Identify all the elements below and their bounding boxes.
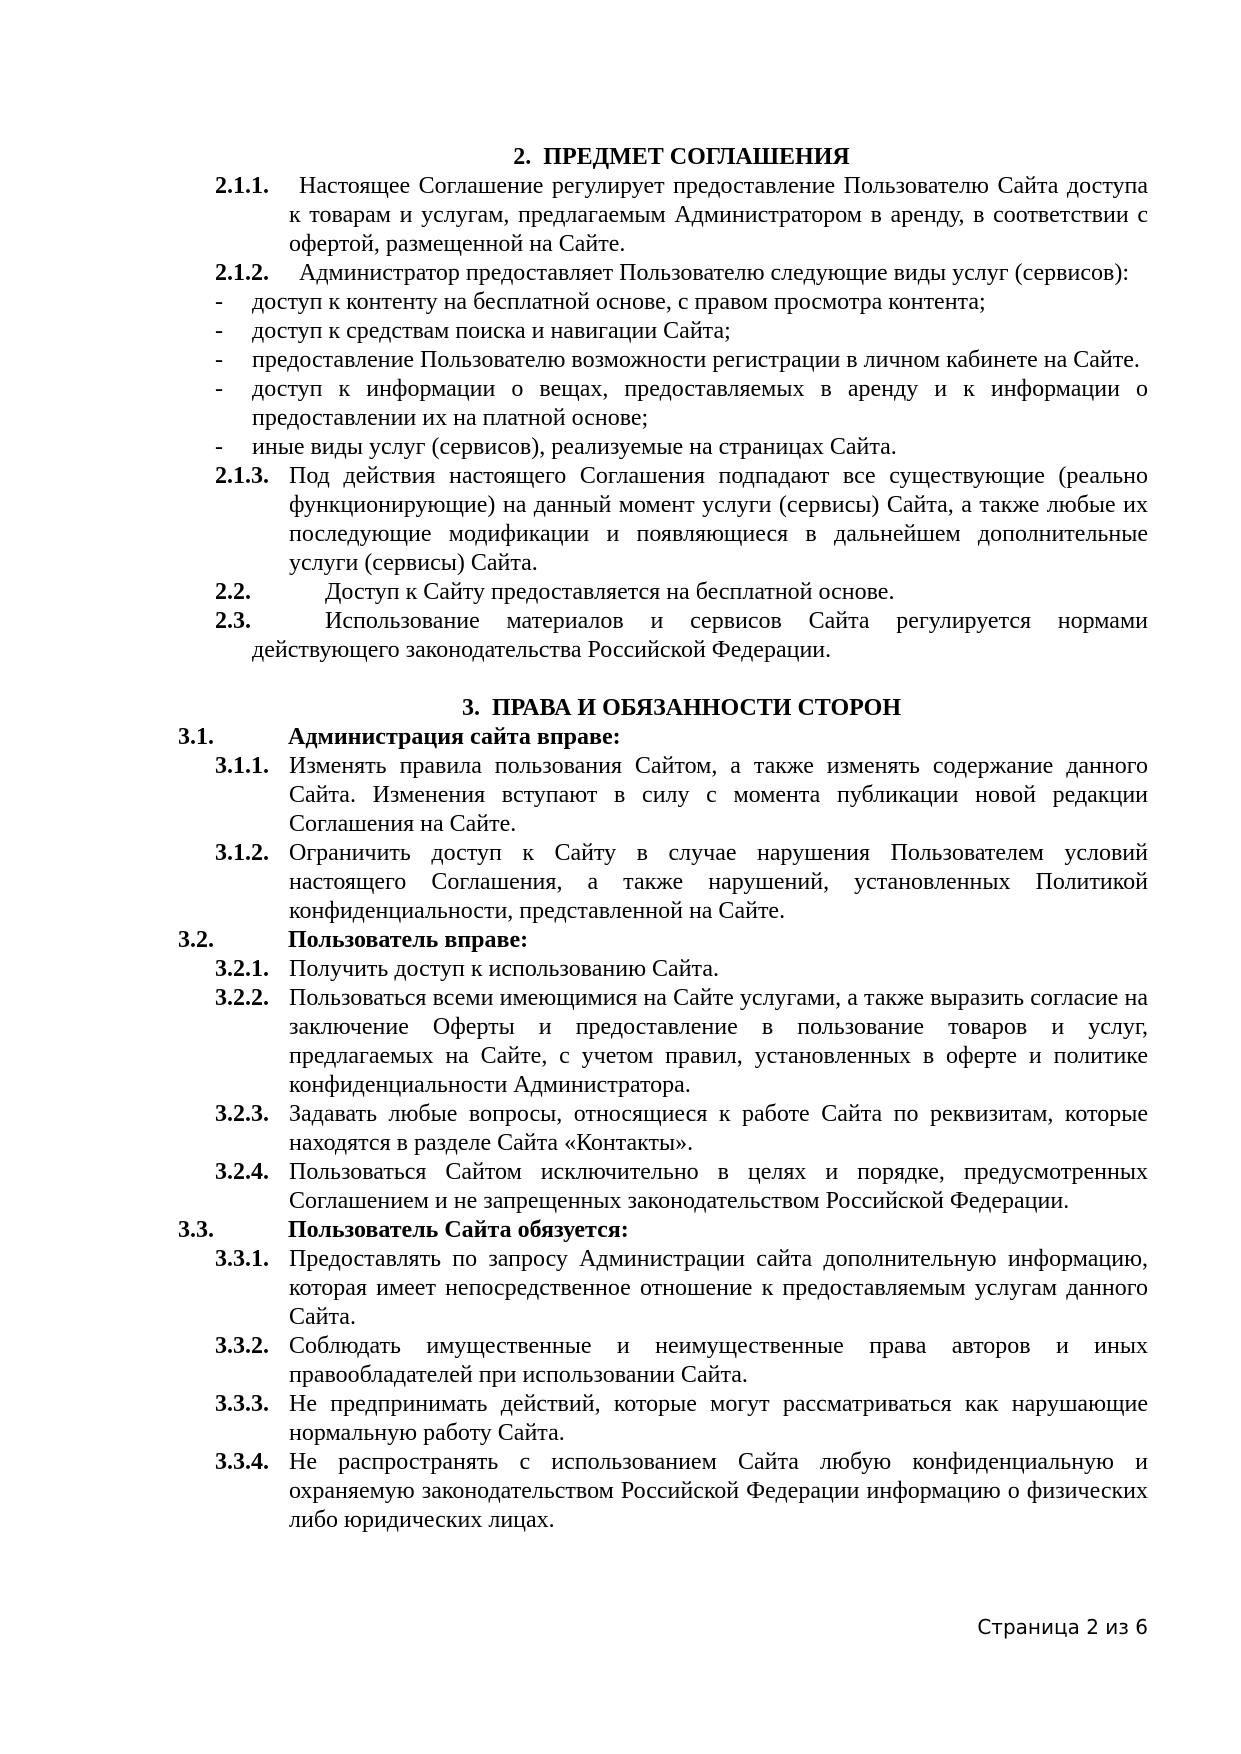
section-2-number: 2. <box>513 144 532 170</box>
clause-3-1-1 <box>215 752 1148 839</box>
clause-text: Настоящее Соглашение регулирует предоставление Пользователю Сайта доступа к товарам и услугам, предлагаемым Администратором в аренду, в соответствии с офертой, размещенной на Сайте. <box>289 173 1148 257</box>
clause-number: 3.2. <box>178 927 214 953</box>
clause-number: 3.3.1. <box>215 1246 269 1272</box>
clause-text: Не предпринимать действий, которые могут рассматриваться как нарушающие нормальную работу Сайта. <box>289 1391 1148 1446</box>
clause-3-3-2 <box>215 1332 1148 1390</box>
clause-number: 2.1.3. <box>215 463 269 489</box>
bullet-dash: - <box>215 376 223 402</box>
clause-number: 3.3.2. <box>215 1333 269 1359</box>
clause-3-3-1 <box>215 1245 1148 1332</box>
clause-text: Доступ к Сайту предоставляется на бесплатной основе. <box>325 579 895 605</box>
clause-number: 2.2. <box>215 579 251 605</box>
section-2-title: ПРЕДМЕТ СОГЛАШЕНИЯ <box>543 144 850 170</box>
subsection-3-3 <box>178 1216 1148 1245</box>
clause-text: Использование материалов и сервисов Сайта регулируется нормами действующего законодательства Российской Федерации. <box>252 608 1148 663</box>
section-3-title: ПРАВА И ОБЯЗАННОСТИ СТОРОН <box>491 695 901 721</box>
clause-number: 3.3. <box>178 1217 214 1243</box>
clause-3-2-4 <box>215 1158 1148 1216</box>
clause-2-3 <box>215 607 1148 665</box>
clause-number: 3.2.2. <box>215 985 269 1011</box>
bullet-dash: - <box>215 318 223 344</box>
bullet-dash: - <box>215 289 223 315</box>
clause-3-2-2 <box>215 984 1148 1100</box>
clause-number: 3.3.4. <box>215 1449 269 1475</box>
list-item <box>215 317 1148 346</box>
clause-3-2-3 <box>215 1100 1148 1158</box>
bullet-dash: - <box>215 347 223 373</box>
list-item <box>215 433 1148 462</box>
clause-number: 3.2.3. <box>215 1101 269 1127</box>
clause-number: 3.1. <box>178 724 214 750</box>
page-content <box>178 143 1148 1535</box>
clause-3-3-4 <box>215 1448 1148 1535</box>
clause-text: Ограничить доступ к Сайту в случае нарушения Пользователем условий настоящего Соглашения, а также нарушений, установленных Политикой конфиденциальности, представленной на Сайте. <box>289 840 1148 924</box>
subsection-3-1 <box>178 723 1148 752</box>
clause-3-1-2 <box>215 839 1148 926</box>
clause-text: Соблюдать имущественные и неимущественные права авторов и иных правообладателей при использовании Сайта. <box>289 1333 1148 1388</box>
clause-number: 3.3.3. <box>215 1391 269 1417</box>
subsection-title: Пользователь вправе: <box>288 927 529 953</box>
clause-text: Получить доступ к использованию Сайта. <box>289 956 719 982</box>
bullet-text: доступ к информации о вещах, предоставляемых в аренду и к информации о предоставлении их на платной основе; <box>252 376 1148 431</box>
clause-2-2 <box>215 578 1148 607</box>
bullet-text: предоставление Пользователю возможности регистрации в личном кабинете на Сайте. <box>252 347 1140 373</box>
clause-text: Под действия настоящего Соглашения подпадают все существующие (реально функционирующие) на данный момент услуги (сервисы) Сайта, а также любые их последующие модификации и появляющиеся в дальнейшем дополнительные услуги (сервисы) Сайта. <box>289 463 1148 576</box>
clause-number: 3.2.4. <box>215 1159 269 1185</box>
bullet-dash: - <box>215 434 223 460</box>
clause-2-1-2 <box>215 259 1148 288</box>
subsection-title: Администрация сайта вправе: <box>288 724 621 750</box>
clause-2-1-1 <box>215 172 1148 259</box>
clause-number: 3.1.1. <box>215 753 269 779</box>
clause-2-1-3 <box>215 462 1148 578</box>
clause-text: Пользоваться Сайтом исключительно в целях и порядке, предусмотренных Соглашением и не запрещенных законодательством Российской Федерации. <box>289 1159 1148 1214</box>
clause-text: Администратор предоставляет Пользователю следующие виды услуг (сервисов): <box>299 260 1129 286</box>
section-3-number: 3. <box>461 695 480 721</box>
clause-number: 3.1.2. <box>215 840 269 866</box>
bullet-text: иные виды услуг (сервисов), реализуемые на страницах Сайта. <box>252 434 897 460</box>
section-3-heading <box>215 694 1148 723</box>
clause-number: 2.3. <box>215 608 251 634</box>
clause-text: Изменять правила пользования Сайтом, а также изменять содержание данного Сайта. Изменения вступают в силу с момента публикации новой редакции Соглашения на Сайте. <box>289 753 1148 837</box>
subsection-title: Пользователь Сайта обязуется: <box>288 1217 629 1243</box>
clause-number: 2.1.2. <box>215 260 269 286</box>
clause-text: Предоставлять по запросу Администрации сайта дополнительную информацию, которая имеет непосредственное отношение к предоставляемым услугам данного Сайта. <box>289 1246 1148 1330</box>
clause-number: 2.1.1. <box>215 173 269 199</box>
subsection-3-2 <box>178 926 1148 955</box>
list-item <box>215 346 1148 375</box>
section-2-heading <box>215 143 1148 172</box>
list-item <box>215 288 1148 317</box>
clause-3-2-1 <box>215 955 1148 984</box>
clause-3-3-3 <box>215 1390 1148 1448</box>
bullet-text: доступ к средствам поиска и навигации Сайта; <box>252 318 731 344</box>
page-number-footer: Страница 2 из 6 <box>977 1615 1148 1639</box>
clause-text: Задавать любые вопросы, относящиеся к работе Сайта по реквизитам, которые находятся в разделе Сайта «Контакты». <box>289 1101 1148 1156</box>
bullet-text: доступ к контенту на бесплатной основе, с правом просмотра контента; <box>252 289 986 315</box>
clause-number: 3.2.1. <box>215 956 269 982</box>
list-item <box>215 375 1148 433</box>
clause-text: Не распространять с использованием Сайта любую конфиденциальную и охраняемую законодательством Российской Федерации информацию о физических либо юридических лицах. <box>289 1449 1148 1533</box>
clause-text: Пользоваться всеми имеющимися на Сайте услугами, а также выразить согласие на заключение Оферты и предоставление в пользование товаров и услуг, предлагаемых на Сайте, с учетом правил, установленных в оферте и политике конфиденциальности Администратора. <box>289 985 1148 1098</box>
